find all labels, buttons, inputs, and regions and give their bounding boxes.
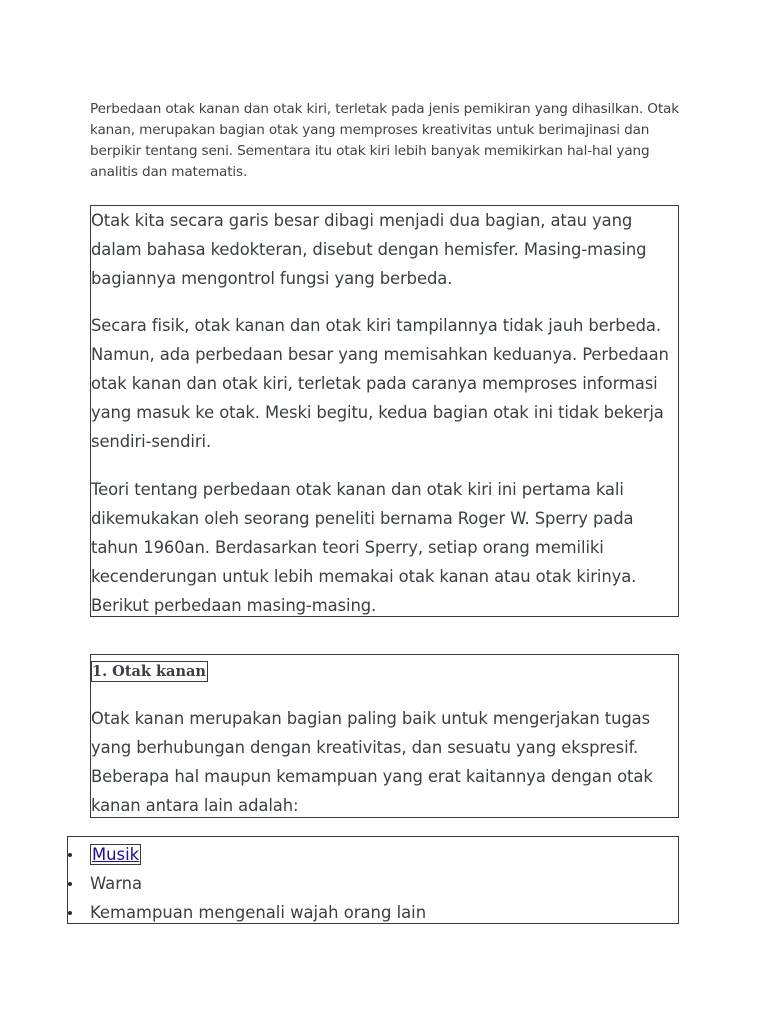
content-block-list bbox=[67, 836, 679, 924]
ability-list bbox=[68, 840, 678, 927]
intro-paragraph: Perbedaan otak kanan dan otak kiri, terletak pada jenis pemikiran yang dihasilkan. Otak kanan, merupakan bagian otak yang memproses kreativitas untuk berimajinasi dan berpikir tentang seni. Sementara itu otak kiri lebih banyak memikirkan hal-hal yang analitis dan matematis. bbox=[90, 101, 679, 180]
content-block-intro bbox=[90, 205, 679, 617]
bullet-icon bbox=[68, 853, 72, 857]
list-item bbox=[68, 869, 678, 898]
section-heading-otak-kanan: 1. Otak kanan bbox=[92, 663, 206, 680]
list-item bbox=[68, 840, 678, 869]
bullet-icon bbox=[68, 911, 72, 915]
list-item bbox=[68, 898, 678, 927]
content-block-otak-kanan bbox=[90, 654, 679, 818]
paragraph-fisik: Secara fisik, otak kanan dan otak kiri tampilannya tidak jauh berbeda. Namun, ada perbedaan besar yang memisahkan keduanya. Perbedaan otak kanan dan otak kiri, terletak pada caranya memproses informasi yang masuk ke otak. Meski begitu, kedua bagian otak ini tidak bekerja sendiri-sendiri. bbox=[91, 316, 669, 451]
paragraph-teori-sperry: Teori tentang perbedaan otak kanan dan otak kiri ini pertama kali dikemukakan oleh seorang peneliti bernama Roger W. Sperry pada tahun 1960an. Berdasarkan teori Sperry, setiap orang memiliki kecenderungan untuk lebih memakai otak kanan atau otak kirinya. Berikut perbedaan masing-masing. bbox=[91, 480, 637, 615]
bullet-icon bbox=[68, 882, 72, 886]
paragraph-hemisfer: Otak kita secara garis besar dibagi menjadi dua bagian, atau yang dalam bahasa kedokteran, disebut dengan hemisfer. Masing-masing bagiannya mengontrol fungsi yang berbeda. bbox=[91, 211, 647, 288]
paragraph-otak-kanan: Otak kanan merupakan bagian paling baik untuk mengerjakan tugas yang berhubungan dengan kreativitas, dan sesuatu yang ekspresif. Beberapa hal maupun kemampuan yang erat kaitannya dengan otak kanan antara lain adalah: bbox=[91, 709, 653, 815]
list-item-label: Warna bbox=[90, 874, 143, 893]
list-item-label: Kemampuan mengenali wajah orang lain bbox=[90, 903, 427, 922]
musik-link[interactable]: Musik bbox=[92, 845, 140, 864]
